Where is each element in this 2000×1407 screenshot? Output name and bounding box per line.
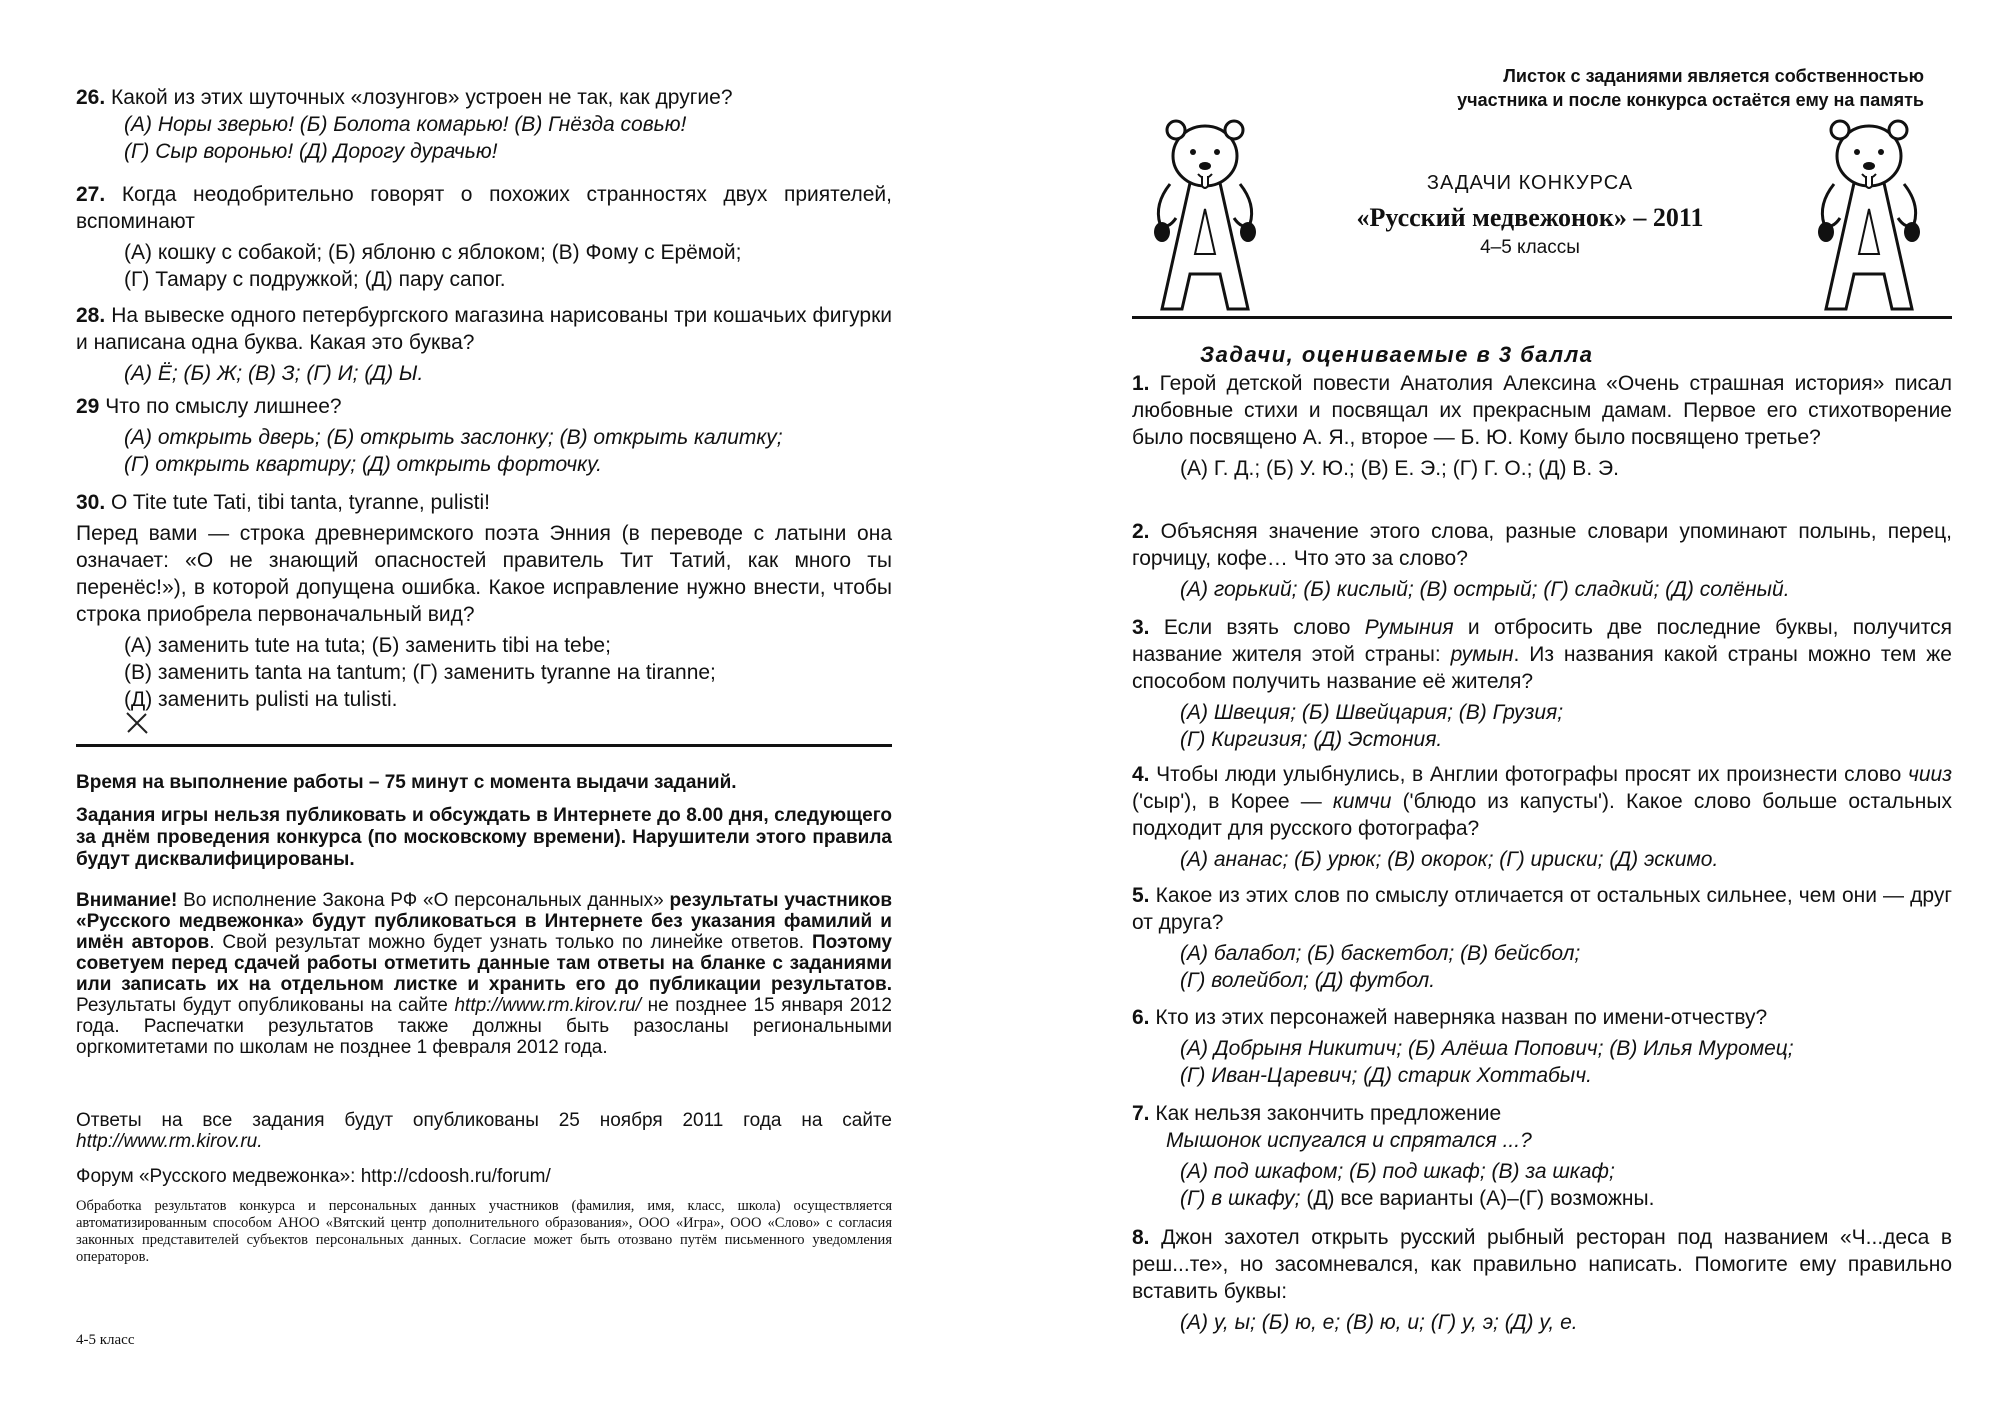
question-2: 2. Объясняя значение этого слова, разные словари упоминают полынь, перец, горчицу, кофе… Что это за слово? (А) горький; (Б) кислый; (В) острый; (Г) сладкий; (Д) солёный.: [1132, 520, 1952, 601]
header-line-2: «Русский медвежонок» – 2011: [1356, 203, 1704, 232]
header-line-1: ЗАДАЧИ КОНКУРСА: [1426, 172, 1634, 194]
contest-header: [1290, 172, 1770, 259]
question-1: 1. Герой детской повести Анатолия Алексина «Очень страшная история» писал любовные стихи и посвящал их прекрасным дамам. Первое его стихотворение было посвящено А. Я., второе — Б. Ю. Кому было посвящено третье? (А) Г. Д.; (Б) У. Ю.; (В) Е. Э.; (Г) Г. О.; (Д) В. Э.: [1132, 372, 1952, 480]
question-3: 3. Если взять слово Румыния и отбросить две последние буквы, получится название жителя этой страны: румын. Из названия какой страны можно тем же способом получить название её жителя? (А) Швеция; (Б) Швейцария; (В) Грузия; (Г) Киргизия; (Д) Эстония.: [1132, 616, 1952, 751]
question-4: 4. Чтобы люди улыбнулись, в Англии фотографы просят их произнести слово чииз ('сыр'), в Корее — кимчи ('блюдо из капусты'). Какое слово больше остальных подходит для русского фотографа? (А) ананас; (Б) урюк; (В) окорок; (Г) ириски; (Д) эскимо.: [1132, 763, 1952, 871]
bear-mascot-left-icon: [1140, 114, 1270, 314]
answers-notice: Ответы на все задания будут опубликованы 25 ноября 2011 года на сайте http://www.rm.kirov.ru.: [76, 1110, 892, 1152]
question-30: 30. O Tite tute Tati, tibi tanta, tyranne, pulisti! Перед вами — строка древнеримского поэта Энния (в переводе с латыни она означает: «О не знающий опасностей правитель Тит Татий, как много ты перенёс!»), в которой допущена ошибка. Какое исправление нужно внести, чтобы строка приобрела первоначальный вид? (А) заменить tute на tuta; (Б) заменить tibi на tebe; (В) заменить tanta на tantum; (Г) заменить tyranne на tiranne; (Д) заменить pulisti на tulisti.: [76, 491, 892, 711]
question-26: 26. Какой из этих шуточных «лозунгов» устроен не так, как другие? (А) Норы зверью! (Б) Болота комарью! (В) Гнёзда совью! (Г) Сыр воронью! (Д) Дорогу дурачью!: [76, 86, 733, 163]
left-divider: [76, 744, 892, 747]
question-6: 6. Кто из этих персонажей наверняка назван по имени-отчеству? (А) Добрыня Никитич; (Б) Алёша Попович; (В) Илья Муромец; (Г) Иван-Царевич; (Д) старик Хоттабыч.: [1132, 1006, 1794, 1087]
header-divider: [1132, 316, 1952, 319]
handwritten-check-mark: [124, 710, 150, 736]
ownership-notice: Листок с заданиями является собственностью участника и после конкурса остаётся ему на память: [1457, 66, 1924, 110]
header-line-3: 4–5 классы: [1480, 237, 1580, 258]
question-5: 5. Какое из этих слов по смыслу отличается от остальных сильнее, чем они — друг от друга? (А) балабол; (Б) баскетбол; (В) бейсбол; (Г) волейбол; (Д) футбол.: [1132, 884, 1952, 992]
bear-mascot-right-icon: [1804, 114, 1934, 314]
question-8: 8. Джон захотел открыть русский рыбный ресторан под названием «Ч...деса в реш...те», но засомневался, как правильно написать. Помогите ему правильно вставить буквы: (А) у, ы; (Б) ю, е; (В) ю, и; (Г) у, э; (Д) у, е.: [1132, 1226, 1952, 1334]
question-28: 28. На вывеске одного петербургского магазина нарисованы три кошачьих фигурки и написана одна буква. Какая это буква? (А) Ё; (Б) Ж; (В) З; (Г) И; (Д) Ы.: [76, 304, 892, 385]
publish-notice: Задания игры нельзя публиковать и обсуждать в Интернете до 8.00 дня, следующего за днём проведения конкурса (по московскому времени). Нарушители этого правила будут дисквалифицированы.: [76, 805, 892, 870]
question-29: 29 Что по смыслу лишнее? (А) открыть дверь; (Б) открыть заслонку; (В) открыть калитку; (Г) открыть квартиру; (Д) открыть форточку.: [76, 395, 783, 476]
page-footer: 4-5 класс: [76, 1332, 135, 1348]
fine-print: Обработка результатов конкурса и персональных данных участников (фамилия, имя, класс, школа) осуществляется автоматизированным способом АНОО «Вятский центр дополнительного образования», ООО «Игра», ООО «Слово» с согласия законных представителей субъектов персональных данных. Согласие может быть отозвано путём письменного уведомления операторов.: [76, 1198, 892, 1265]
attention-paragraph: Внимание! Во исполнение Закона РФ «О персональных данных» результаты участников «Русского медвежонка» будут публиковаться в Интернете без указания фамилий и имён авторов. Свой результат можно будет узнать только по линейке ответов. Поэтому советуем перед сдачей работы отметить данные там ответы на бланке с заданиями или записать их на отдельном листке и хранить его до публикации результатов. Результаты будут опубликованы на сайте http://www.rm.kirov.ru/ не позднее 15 января 2012 года. Распечатки результатов также должны быть разосланы региональными оргкомитетами по школам не позднее 1 февраля 2012 года.: [76, 890, 892, 1058]
question-27: 27. Когда неодобрительно говорят о похожих странностях двух приятелей, вспоминают (А) кошку с собакой; (Б) яблоню с яблоком; (В) Фому с Ерёмой; (Г) Тамару с подружкой; (Д) пару сапог.: [76, 183, 892, 291]
forum-line: Форум «Русского медвежонка»: http://cdoosh.ru/forum/: [76, 1166, 551, 1187]
time-notice: Время на выполнение работы – 75 минут с момента выдачи заданий.: [76, 772, 737, 793]
question-7: 7. Как нельзя закончить предложение Мышонок испугался и спрятался ...? (А) под шкафом; (Б) под шкаф; (В) за шкаф; (Г) в шкафу; (Д) все варианты (А)–(Г) возможны.: [1132, 1102, 1655, 1210]
section-title: Задачи, оцениваемые в 3 балла: [1200, 342, 1594, 367]
